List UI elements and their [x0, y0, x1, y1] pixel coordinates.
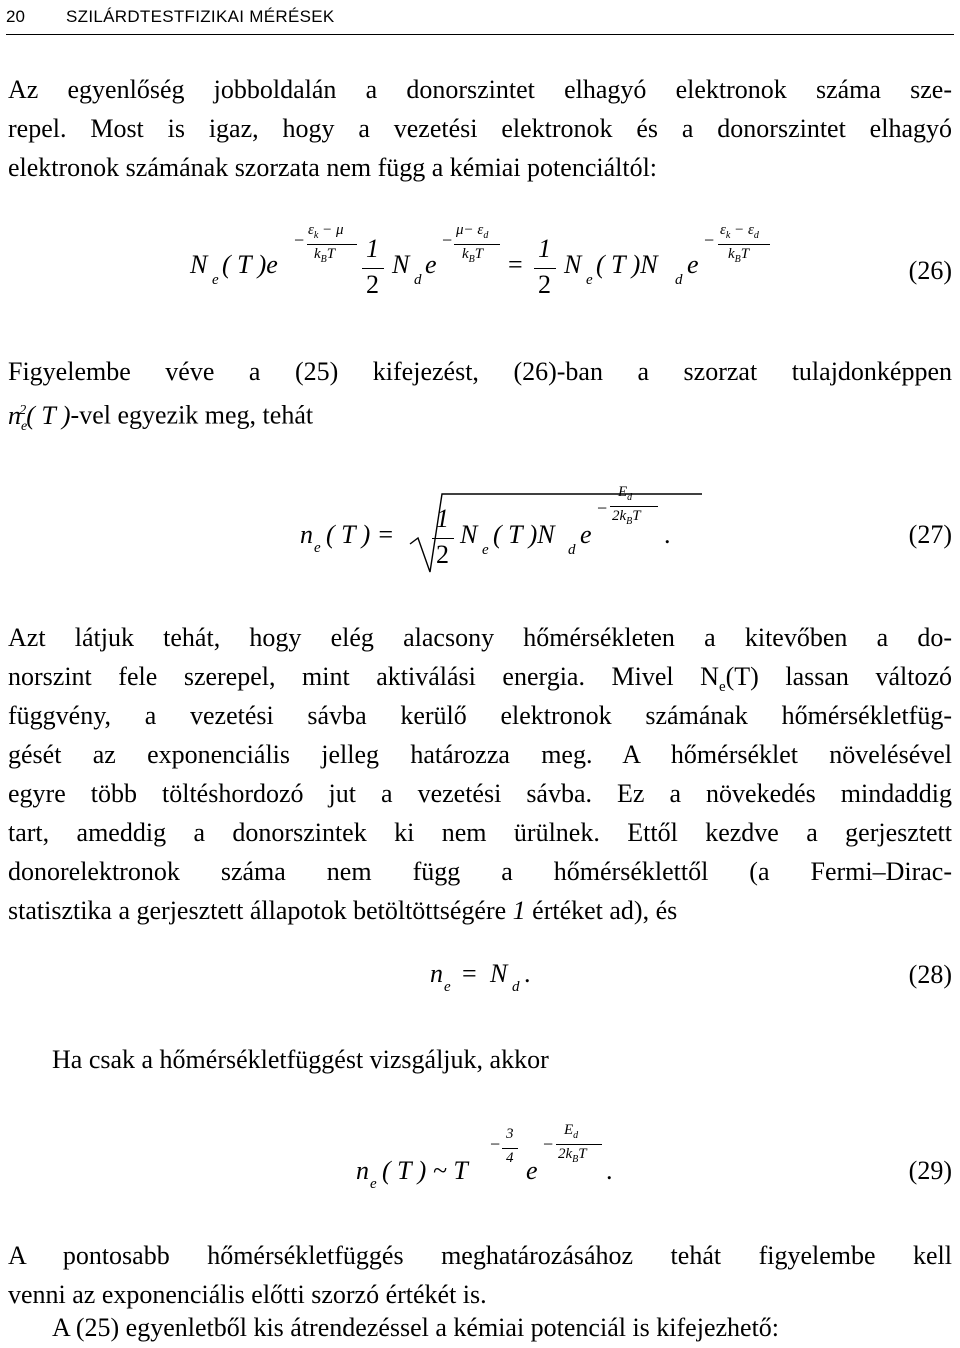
paragraph-2	[8, 352, 952, 434]
paragraph-1	[8, 70, 952, 187]
text-span: (T)	[725, 662, 759, 691]
text-span: statisztika a gerjesztett állapotok betöltöttségére	[8, 896, 507, 925]
equation-number-28: (28)	[908, 960, 952, 989]
paragraph-6	[52, 1308, 952, 1347]
paragraph-5	[8, 1236, 952, 1314]
equation-28: n e = N d .	[430, 959, 531, 995]
text-line: repel. Most is igaz, hogy a vezetési elektronok és a donorszintet elhagyó	[8, 114, 952, 143]
equation-27: n e ( T ) = 1 2 N e ( T )N d e − $E_d$ $2k_BT$ .	[300, 480, 720, 580]
text-line: elektronok számának szorzata nem függ a kémiai potenciáltól:	[8, 153, 658, 182]
header-rule	[6, 34, 954, 35]
text-span: lassan változó	[758, 662, 952, 691]
text-line: Azt látjuk tehát, hogy elég alacsony hőmérsékleten a kitevőben a do-	[8, 623, 952, 652]
page-header	[6, 4, 954, 30]
text-line: A (25) egyenletből kis átrendezéssel a kémiai potenciál is kifejezhető:	[52, 1313, 780, 1342]
equation-29: n e ( T ) ~ T − 3 4 e − $E_d$ $2k_BT$ .	[356, 1122, 613, 1192]
text-line: Ha csak a hőmérsékletfüggést vizsgáljuk, akkor	[52, 1045, 549, 1074]
text-line	[8, 657, 952, 696]
text-line: egyre több töltéshordozó jut a vezetési sávba. Ez a növekedés mindaddig	[8, 779, 952, 808]
inline-number: 1	[512, 896, 526, 925]
text-line	[8, 391, 952, 434]
sqrt-sign	[408, 486, 708, 576]
paragraph-4	[52, 1040, 952, 1079]
equation-number-26: (26)	[908, 256, 952, 285]
equation-number-29: (29)	[908, 1156, 952, 1185]
text-line	[8, 891, 952, 930]
text-span: értéket ad), és	[525, 896, 678, 925]
page-number: 20	[6, 7, 25, 26]
text-span: norszint fele szerepel, mint aktiválási energia. Mivel N	[8, 662, 719, 691]
paragraph-3	[8, 618, 952, 930]
text-line: gését az exponenciális jelleg határozza meg. A hőmérséklet növelésével	[8, 740, 952, 769]
subscript: e	[718, 679, 726, 696]
text-line: Figyelembe véve a (25) kifejezést, (26)-ban a szorzat tulajdonképpen	[8, 357, 952, 386]
text-line: venni az exponenciális előtti szorzó értékét is.	[8, 1280, 487, 1309]
equation-number-27: (27)	[908, 520, 952, 549]
text-line: A pontosabb hőmérsékletfüggés meghatározásához tehát figyelembe kell	[8, 1241, 952, 1270]
inline-math: $n_e^2$( T )	[8, 400, 71, 434]
running-title: SZILÁRDTESTFIZIKAI MÉRÉSEK	[66, 7, 335, 26]
text-line: Az egyenlőség jobboldalán a donorszintet elhagyó elektronok száma sze-	[8, 75, 952, 104]
text-line: függvény, a vezetési sávba kerülő elektronok számának hőmérsékletfüg-	[8, 701, 952, 730]
text-line: tart, ameddig a donorszintek ki nem ürülnek. Ettől kezdve a gerjesztett	[8, 818, 952, 847]
text-line: donorelektronok száma nem függ a hőmérséklettől (a Fermi–Dirac-	[8, 857, 952, 886]
equation-26: N e ( T )e − $\varepsilon_k - \mu$ $k_BT$ 1 2 N d e − $\mu- \varepsilon_d$ $k_BT$ = 1 2 N e ( T )N d e − $\varepsilon_k - \varepsilon_d$ $k_BT$	[190, 220, 790, 320]
text-span: -vel egyezik meg, tehát	[70, 400, 314, 430]
